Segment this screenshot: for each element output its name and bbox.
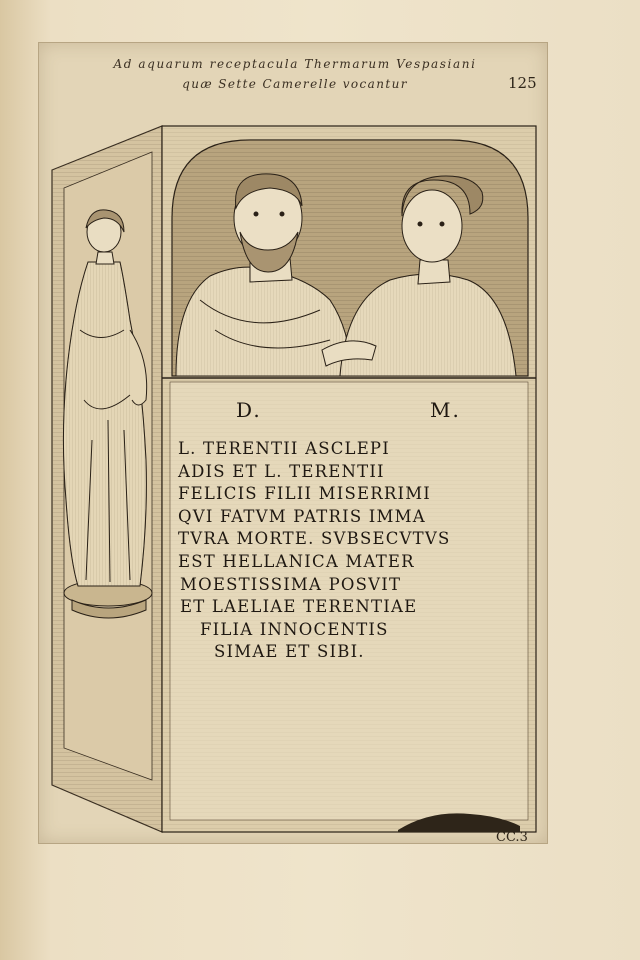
inscription-line: MOESTISSIMA POSVIT bbox=[180, 574, 402, 594]
inscription-header-left: D. bbox=[236, 398, 262, 422]
epitaph-inscription bbox=[178, 438, 528, 664]
inscription-line: QVI FATVM PATRIS IMMA bbox=[178, 506, 426, 526]
inscription-line: ET LAELIAE TERENTIAE bbox=[180, 597, 418, 617]
inscription-line: L. TERENTII ASCLEPI bbox=[178, 439, 390, 458]
page-number: 125 bbox=[508, 74, 537, 92]
inscription-line: EST HELLANICA MATER bbox=[178, 551, 415, 571]
inscription-header-right: M. bbox=[430, 398, 461, 422]
caption-line-2: quæ Sette Camerelle vocantur bbox=[182, 77, 408, 91]
caption-line-1: Ad aquarum receptacula Thermarum Vespasiani bbox=[113, 57, 477, 71]
inscription-line: ADIS ET L. TERENTII bbox=[178, 461, 385, 481]
inscription-line: FELICIS FILII MISERRIMI bbox=[178, 484, 432, 504]
inscription-line: TVRA MORTE. SVBSECVTVS bbox=[178, 529, 451, 549]
signature-mark: CC.3 bbox=[496, 830, 528, 845]
inscription-line: SIMAE ET SIBI. bbox=[214, 642, 365, 662]
inscription-line: FILIA INNOCENTIS bbox=[200, 619, 389, 639]
